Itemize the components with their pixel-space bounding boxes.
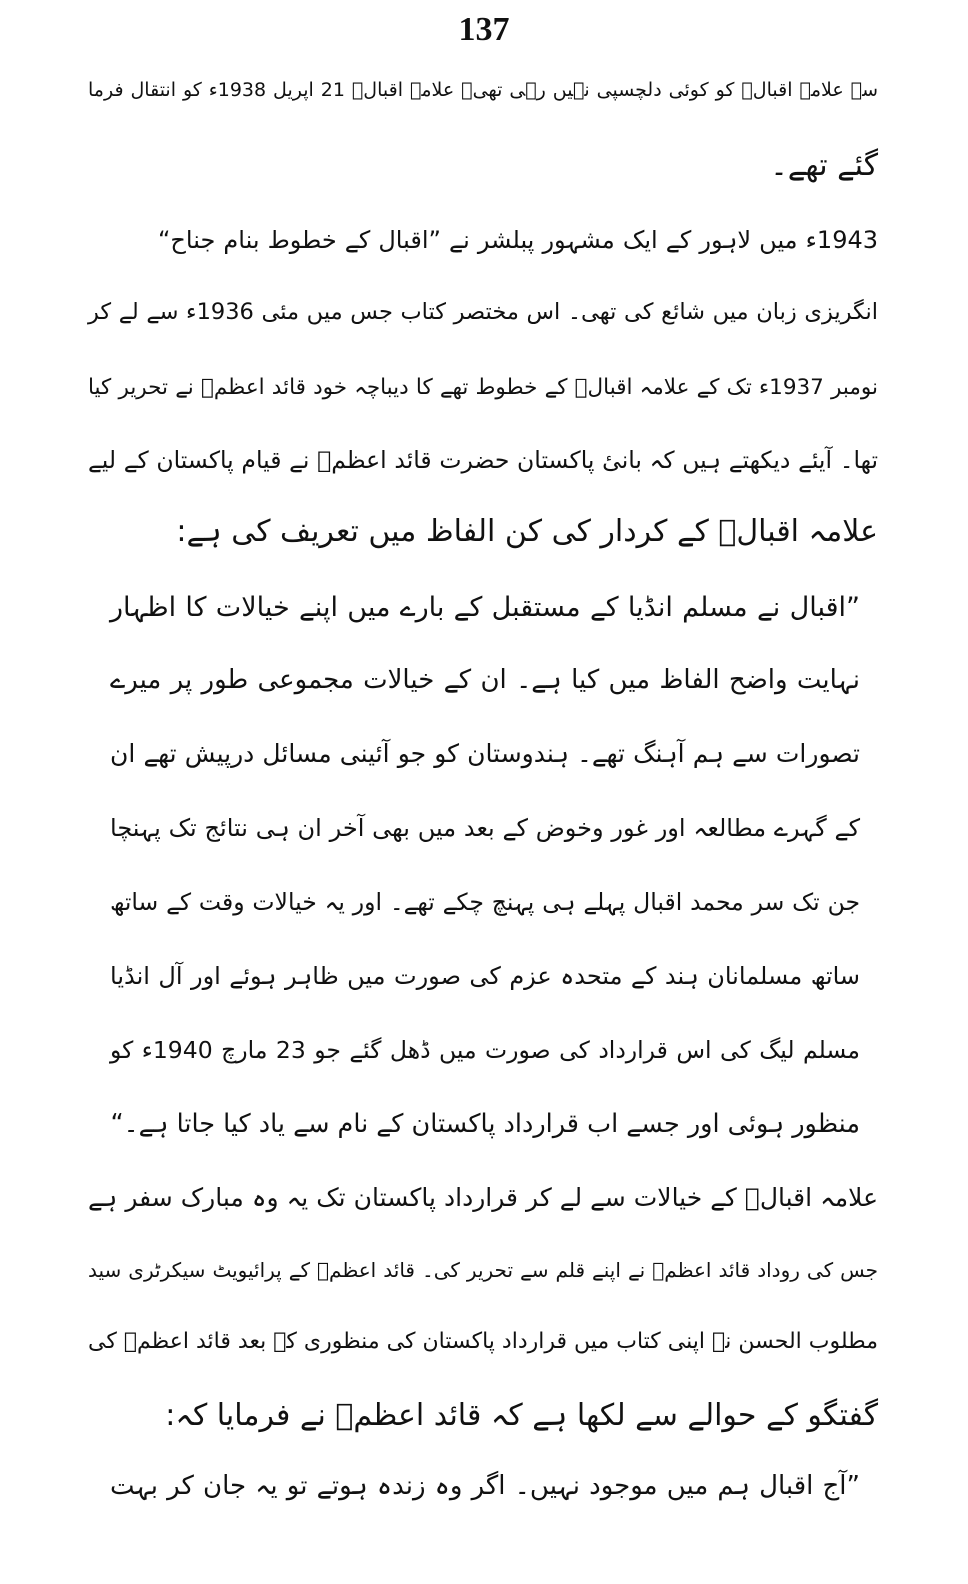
text-line: انگریزی زبان میں شائع کی تھی۔ اس مختصر کتاب جس میں مئی 1936ء سے لے کر — [88, 299, 878, 325]
page-number: 137 — [458, 11, 510, 48]
quote-line: ”آج اقبال ہم میں موجود نہیں۔ اگر وہ زندہ ہوتے تو یہ جان کر بہت — [110, 1471, 860, 1501]
quote-line: جن تک سر محمد اقبال پہلے ہی پہنچ چکے تھے۔ اور یہ خیالات وقت کے ساتھ — [110, 888, 860, 916]
text-line: نومبر 1937ء تک کے علامہ اقبالؒ کے خطوط تھے کا دیباچہ خود قائد اعظمؒ نے تحریر کیا — [88, 375, 878, 400]
quote-line: مسلم لیگ کی اس قرارداد کی صورت میں ڈھل گئے جو 23 مارچ 1940ء کو — [110, 1036, 860, 1064]
text-line: مطلوب الحسن نے اپنی کتاب میں قرارداد پاکستان کی منظوری کے بعد قائد اعظمؒ کی — [88, 1329, 878, 1354]
quote-line: ”اقبال نے مسلم انڈیا کے مستقبل کے بارے میں اپنے خیالات کا اظہار — [110, 592, 860, 623]
text-line: علامہ اقبالؒ کے خیالات سے لے کر قرارداد پاکستان تک یہ وہ مبارک سفر ہے — [88, 1183, 878, 1212]
quote-line: نہایت واضح الفاظ میں کیا ہے۔ ان کے خیالات مجموعی طور پر میرے — [110, 665, 860, 695]
quote-line: ساتھ مسلمانان ہند کے متحدہ عزم کی صورت میں ظاہر ہوئے اور آل انڈیا — [110, 962, 860, 990]
paragraph-first-line: 1943ء میں لاہور کے ایک مشہور پبلشر نے ”اقبال کے خطوط بنام جناح“ — [158, 226, 878, 254]
text-line: تھا۔ آیئے دیکھتے ہیں کہ بانیٔ پاکستان حضرت قائد اعظمؒ نے قیام پاکستان کے لیے — [88, 446, 878, 474]
quote-line: منظور ہوئی اور جسے اب قرارداد پاکستان کے نام سے یاد کیا جاتا ہے۔“ — [110, 1109, 860, 1139]
text-line: سے علامہ اقبالؒ کو کوئی دلچسپی نہیں رہی تھی۔ علامہ اقبالؒ 21 اپریل 1938ء کو انتقال فرما — [88, 79, 878, 101]
text-line: گئے تھے۔ — [770, 148, 878, 183]
text-line: علامہ اقبالؒ کے کردار کی کن الفاظ میں تعریف کی ہے: — [176, 514, 878, 549]
quote-line: تصورات سے ہم آہنگ تھے۔ ہندوستان کو جو آئینی مسائل درپیش تھے ان — [110, 739, 860, 768]
text-line: جس کی روداد قائد اعظمؒ نے اپنے قلم سے تحریر کی۔ قائد اعظمؒ کے پرائیویٹ سیکرٹری سید — [88, 1258, 878, 1282]
text-line: گفتگو کے حوالے سے لکھا ہے کہ قائد اعظمؒ نے فرمایا کہ: — [165, 1398, 878, 1433]
quote-line: کے گہرے مطالعہ اور غور وخوض کے بعد میں بھی آخر ان ہی نتائج تک پہنچا — [110, 814, 860, 842]
